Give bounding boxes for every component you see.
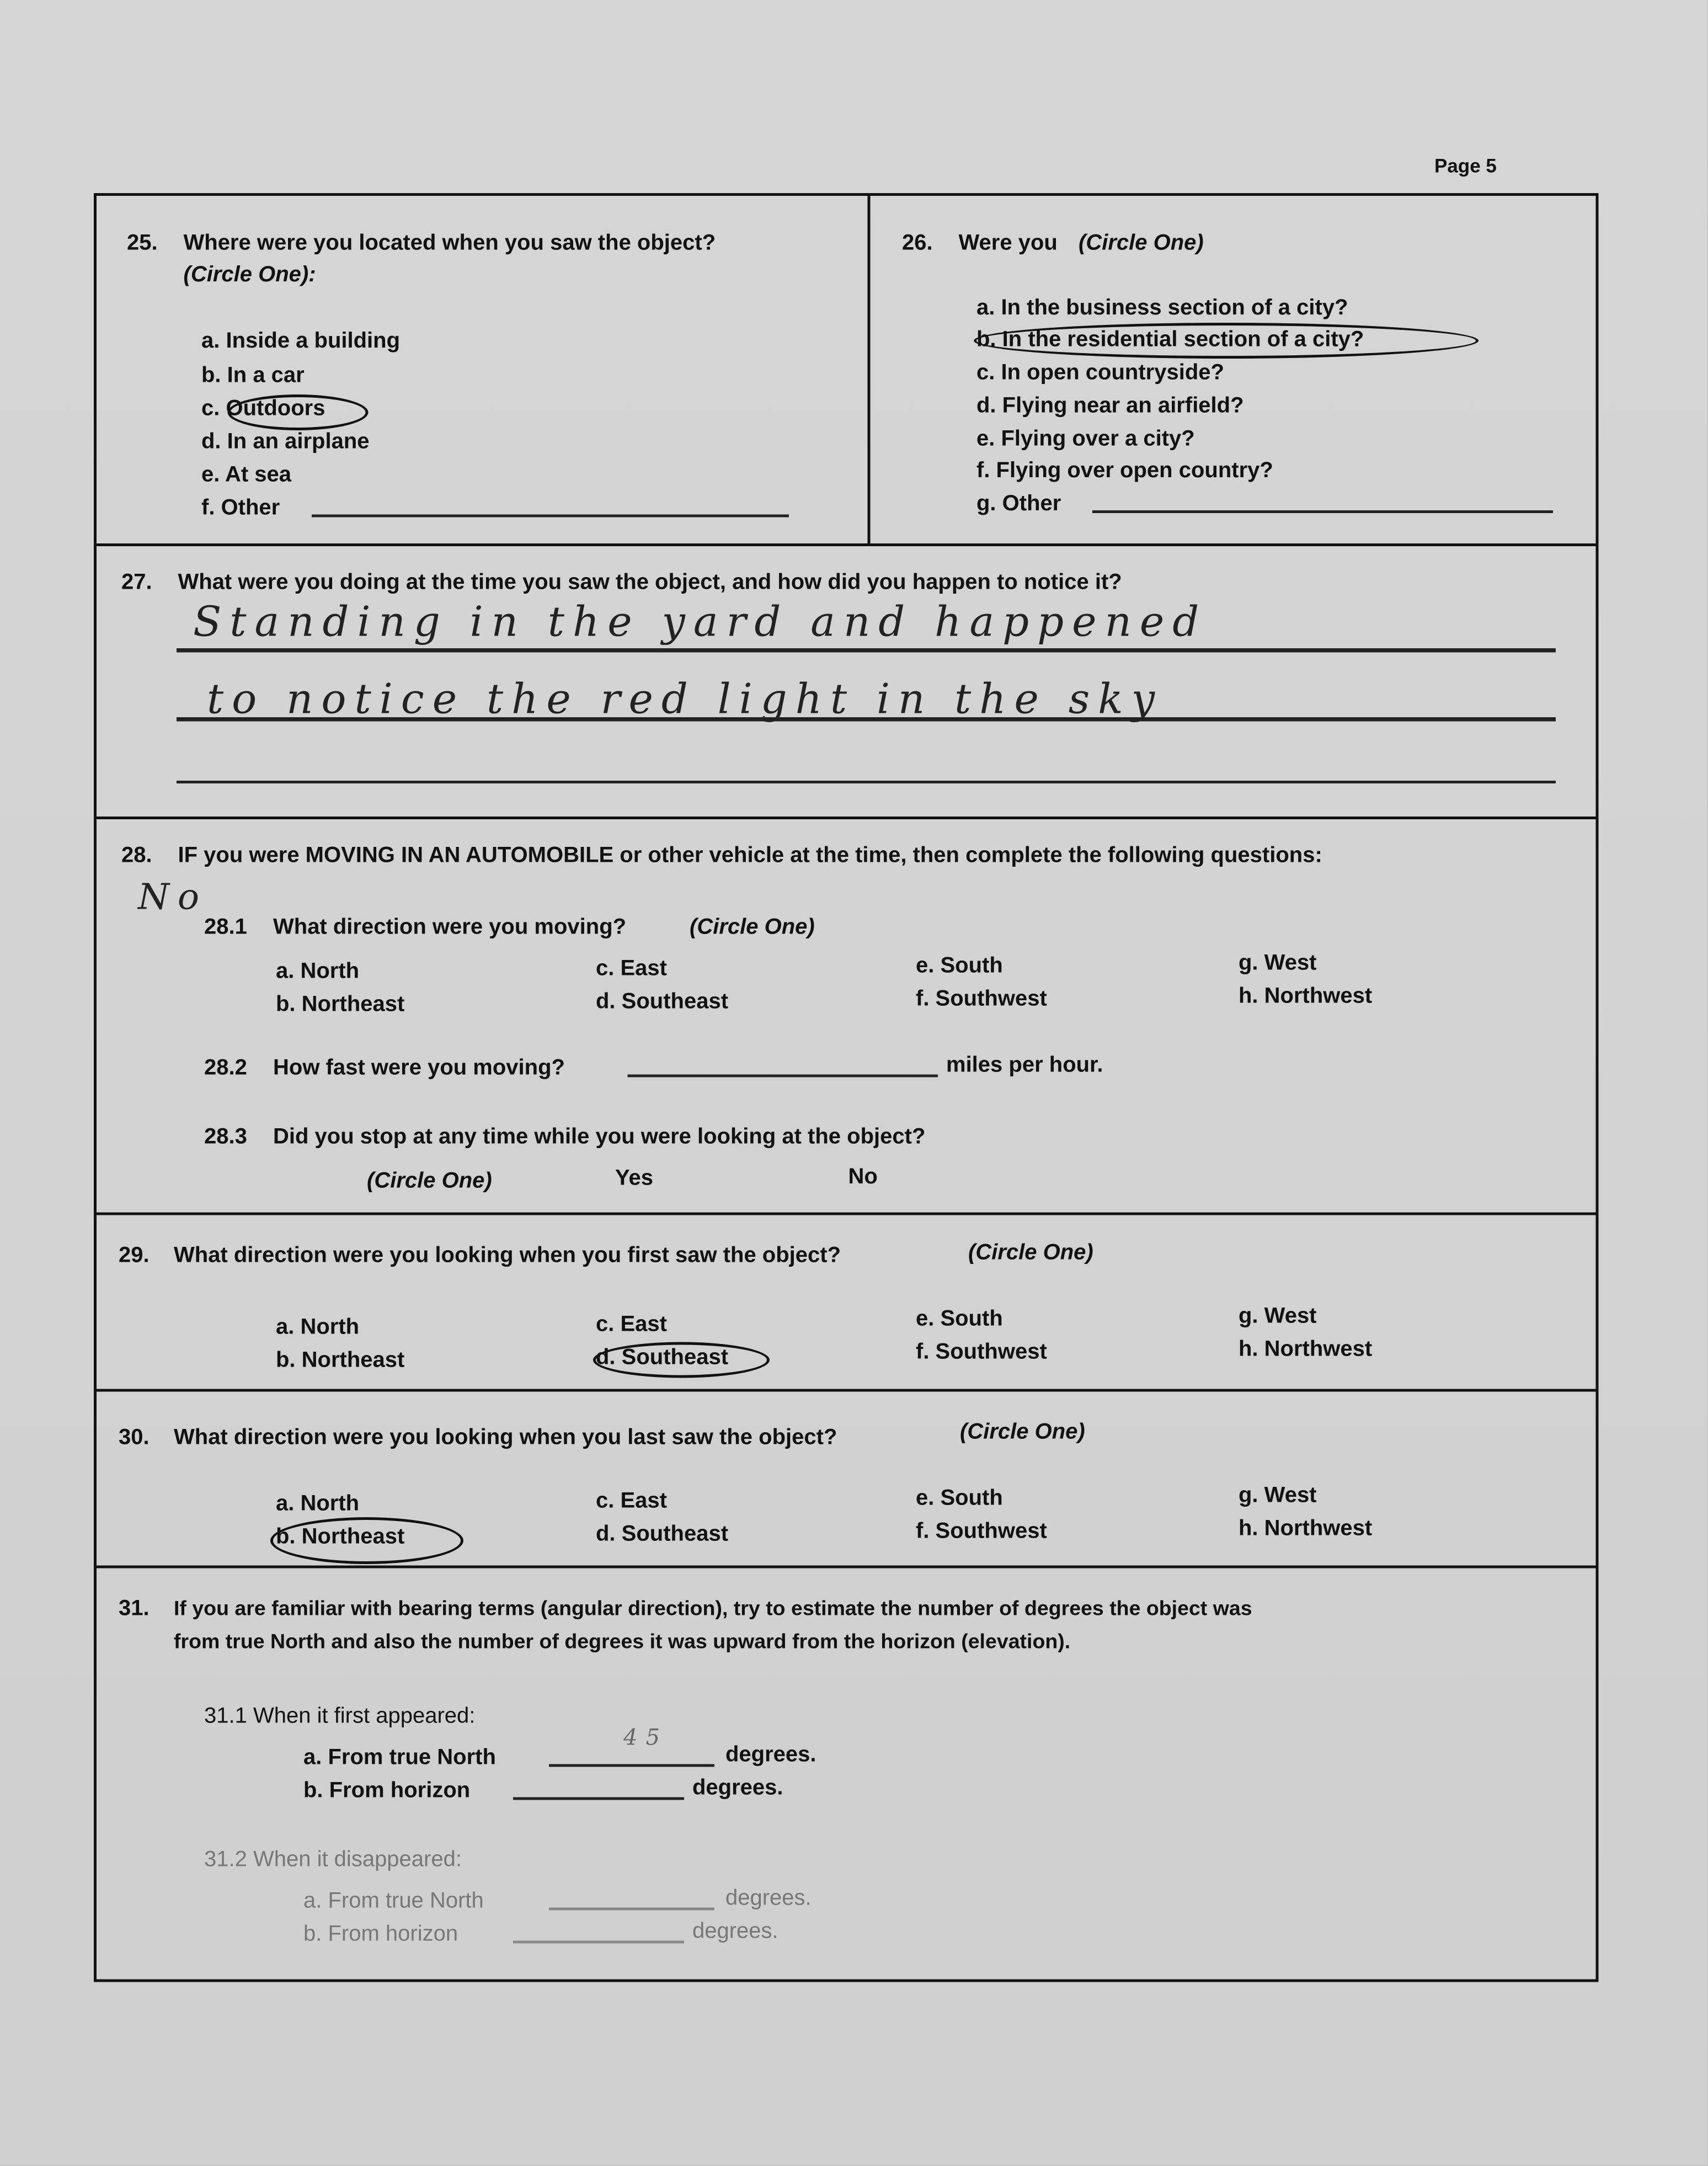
direction-option[interactable]: g. West (1239, 952, 1317, 975)
q26-option[interactable]: a. In the business section of a city? (976, 296, 1348, 320)
q26-option[interactable]: c. In open countryside? (976, 361, 1224, 385)
q27-number: 27. (121, 571, 152, 595)
q28-1-number: 28.1 (204, 916, 247, 940)
q26-option[interactable]: g. Other (976, 492, 1061, 516)
q31-1a-label: a. From true North (303, 1746, 496, 1770)
direction-option[interactable]: c. East (596, 957, 667, 981)
q28-1-instruction: (Circle One) (690, 916, 815, 940)
q28-3-number: 28.3 (204, 1125, 247, 1149)
q25-other-field[interactable] (312, 515, 789, 518)
q25-option[interactable]: f. Other (201, 497, 280, 520)
q25-option[interactable]: a. Inside a building (201, 329, 401, 353)
answer-circle (593, 1342, 770, 1378)
direction-option[interactable]: c. East (596, 1490, 667, 1513)
q31-1-label: 31.1 When it first appeared: (204, 1705, 476, 1728)
answer-line[interactable] (177, 781, 1556, 783)
direction-option[interactable]: h. Northwest (1239, 1517, 1373, 1541)
q26-option[interactable]: f. Flying over open country? (976, 459, 1273, 483)
q30-text: What direction were you looking when you last saw the object? (174, 1426, 837, 1450)
q31-1b-label: b. From horizon (303, 1779, 471, 1803)
q26-text: Were you (958, 232, 1058, 255)
page-label: Page 5 (1434, 154, 1497, 177)
q31-1b-field[interactable] (513, 1797, 684, 1800)
direction-option[interactable]: d. Southeast (596, 990, 729, 1014)
q26-option-selected[interactable]: b. In the residential section of a city? (976, 328, 1364, 352)
q25-option[interactable]: d. In an airplane (201, 430, 370, 454)
divider (94, 817, 1596, 819)
q31-1a-handwritten-value: 45 (623, 1724, 668, 1751)
direction-option[interactable]: a. North (276, 960, 360, 984)
q29-text: What direction were you looking when you first saw the object? (174, 1244, 841, 1268)
q31-text: from true North and also the number of degrees it was upward from the horizon (elevation). (174, 1630, 1071, 1654)
direction-option[interactable]: b. Northeast (276, 993, 405, 1017)
no-option[interactable]: No (848, 1165, 878, 1189)
q26-other-field[interactable] (1092, 510, 1553, 513)
degrees-unit: degrees. (692, 1776, 783, 1800)
divider (94, 1566, 1596, 1569)
direction-option[interactable]: a. North (276, 1316, 360, 1340)
q25-number: 25. (127, 232, 158, 255)
q26-option[interactable]: d. Flying near an airfield? (976, 394, 1244, 418)
direction-option[interactable]: f. Southwest (916, 1341, 1047, 1364)
q25-option[interactable]: b. In a car (201, 364, 305, 388)
q31-2b-label: b. From horizon (303, 1923, 458, 1946)
q31-1a-field[interactable] (549, 1764, 714, 1767)
answer-circle (228, 394, 369, 430)
direction-option[interactable]: f. Southwest (916, 1520, 1047, 1544)
degrees-unit: degrees. (725, 1743, 816, 1767)
q26-instruction: (Circle One) (1079, 232, 1204, 255)
answer-line[interactable] (177, 717, 1556, 722)
divider (868, 193, 871, 545)
q26-number: 26. (902, 232, 933, 255)
direction-option[interactable]: e. South (916, 1487, 1003, 1511)
speed-field[interactable] (628, 1075, 938, 1077)
q28-2-text: How fast were you moving? (273, 1057, 565, 1080)
answer-circle (974, 323, 1479, 359)
divider (94, 1213, 1596, 1215)
q31-2b-field[interactable] (513, 1941, 684, 1944)
direction-option[interactable]: g. West (1239, 1484, 1317, 1508)
q31-2a-field[interactable] (549, 1908, 714, 1911)
answer-line[interactable] (177, 648, 1556, 653)
direction-option[interactable]: a. North (276, 1492, 360, 1516)
direction-option-selected[interactable]: b. Northeast (276, 1525, 405, 1549)
direction-option[interactable]: g. West (1239, 1305, 1317, 1329)
q27-text: What were you doing at the time you saw the object, and how did you happen to notice it? (178, 571, 1122, 595)
direction-option[interactable]: h. Northwest (1239, 1338, 1373, 1362)
direction-option[interactable]: h. Northwest (1239, 985, 1373, 1009)
direction-option[interactable]: f. Southwest (916, 988, 1047, 1011)
q31-number: 31. (119, 1597, 150, 1621)
q28-3-text: Did you stop at any time while you were looking at the object? (273, 1125, 926, 1149)
q28-number: 28. (121, 844, 152, 868)
q25-option-selected[interactable]: c. Outdoors (201, 397, 325, 421)
degrees-unit: degrees. (725, 1887, 812, 1911)
q27-handwritten-answer: Standing in the yard and happened (193, 599, 1208, 647)
direction-option[interactable]: e. South (916, 1308, 1003, 1331)
q31-2-label: 31.2 When it disappeared: (204, 1848, 462, 1872)
q28-2-number: 28.2 (204, 1057, 247, 1080)
q30-number: 30. (119, 1426, 150, 1450)
q29-instruction: (Circle One) (968, 1241, 1093, 1265)
q30-instruction: (Circle One) (960, 1421, 1085, 1444)
q29-number: 29. (119, 1244, 150, 1268)
yes-option[interactable]: Yes (615, 1167, 653, 1191)
direction-option[interactable]: e. South (916, 954, 1003, 978)
q25-instruction: (Circle One): (183, 263, 316, 287)
answer-circle (270, 1517, 463, 1564)
q31-2a-label: a. From true North (303, 1890, 484, 1913)
q28-handwritten-answer: No (138, 877, 208, 919)
direction-option[interactable]: d. Southeast (596, 1523, 729, 1546)
q28-text: IF you were MOVING IN AN AUTOMOBILE or other vehicle at the time, then complete the following questions: (178, 844, 1322, 868)
q28-2-unit: miles per hour. (946, 1054, 1103, 1077)
divider (94, 543, 1596, 546)
q28-1-text: What direction were you moving? (273, 916, 627, 940)
degrees-unit: degrees. (692, 1920, 778, 1944)
q31-text: If you are familiar with bearing terms (angular direction), try to estimate the number of degrees the object was (174, 1597, 1252, 1621)
direction-option[interactable]: c. East (596, 1313, 667, 1337)
q25-option[interactable]: e. At sea (201, 463, 292, 487)
q25-text: Where were you located when you saw the object? (183, 232, 716, 255)
q26-option[interactable]: e. Flying over a city? (976, 428, 1195, 451)
q28-3-instruction: (Circle One) (367, 1170, 492, 1193)
q27-handwritten-answer: to notice the red light in the sky (207, 676, 1163, 724)
direction-option-selected[interactable]: d. Southeast (596, 1346, 729, 1370)
divider (94, 1389, 1596, 1392)
direction-option[interactable]: b. Northeast (276, 1349, 405, 1373)
